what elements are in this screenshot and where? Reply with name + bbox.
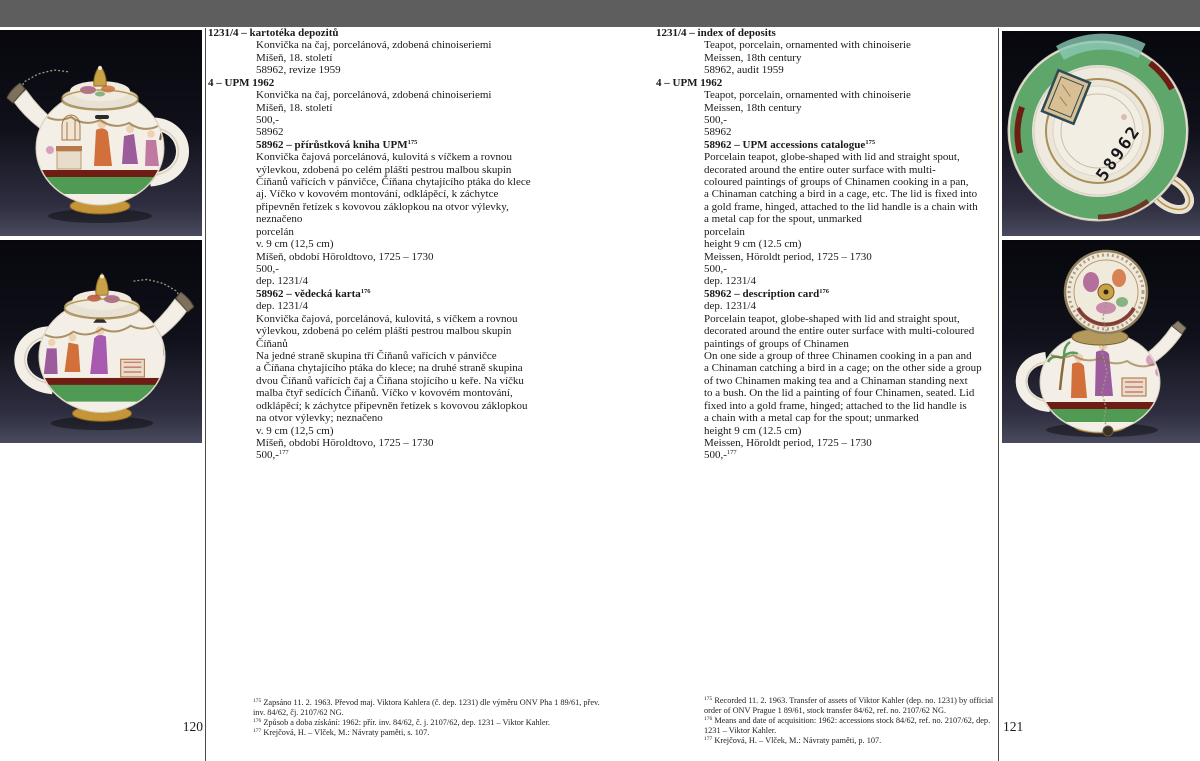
catalog-line: Konvička čajová, porcelánová, kulovitá, s víčkem a rovnou <box>256 312 518 325</box>
catalog-line: 58962 <box>256 126 284 139</box>
catalog-line: 4 – UPM 1962 <box>656 76 723 89</box>
catalog-line: výlevkou, zdobená po celém plášti pestrou malbou skupin <box>256 325 512 338</box>
base-stamp-number: 58962 <box>1092 121 1146 185</box>
page-number-left: 120 <box>182 719 203 734</box>
catalog-line: 58962 – UPM accessions catalogue$^{175}$ <box>704 138 876 151</box>
catalog-line: 58962, audit 1959 <box>704 64 784 77</box>
footnote: $^{175}$ Recorded 11. 2. 1963. Transfer of assets of Viktor Kahler (dep. no. 1231) by official order of ONV Prague 1 89/61, stock transfer 84/62, ref. no. 2107/62 NG. <box>704 696 994 715</box>
catalog-line: to a bush. On the lid a painting of four Chinamen, seated. Lid <box>704 387 975 400</box>
teapot-illustration-1 <box>0 30 202 236</box>
catalog-line: 58962 – description card$^{176}$ <box>704 287 829 300</box>
catalog-line: výlevkou, zdobená po celém plášti pestrou malbou skupin <box>256 163 512 176</box>
catalog-line: a chain with a metal cap for the spout; unmarked <box>704 412 919 425</box>
catalog-line: fixed into a gold frame, hinged; attached to the lid handle is <box>704 399 967 412</box>
catalog-line: 500,-$^{177}$ <box>256 449 289 462</box>
catalog-line: a metal cap for the spout, unmarked <box>704 213 862 226</box>
footnote: $^{177}$ Krejčová, H. – Vlček, M.: Návraty paměti, p. 107. <box>704 736 882 745</box>
catalog-line: Na jedné straně skupina tří Číňanů vařících v pánvičce <box>256 349 497 362</box>
catalog-line: porcelain <box>704 225 745 238</box>
catalog-column-czech <box>208 27 608 462</box>
catalog-line: 1231/4 – index of deposits <box>656 27 776 39</box>
catalog-line: 58962 – vědecká karta$^{176}$ <box>256 287 371 300</box>
catalog-line: dvou Číňanů vařících čaj a Číňana stojícího u keře. Na víčku <box>256 374 524 387</box>
catalog-line: 58962 – přírůstková kniha UPM$^{175}$ <box>256 138 418 151</box>
catalog-line: 1231/4 – kartotéka depozitů <box>208 27 339 39</box>
catalog-line: Číňanů vařících v pánvičce, Číňana chytajícího ptáka do klece <box>256 176 531 189</box>
catalog-line: v. 9 cm (12,5 cm) <box>256 424 334 437</box>
catalog-line: dep. 1231/4 <box>256 275 308 288</box>
catalog-line: 500,- <box>256 113 279 126</box>
catalog-line: 58962 <box>704 126 732 139</box>
catalog-line: Číňanů <box>256 337 288 350</box>
catalog-line: Konvička na čaj, porcelánová, zdobená chinoiseriemi <box>256 39 492 52</box>
catalog-line: On one side a group of three Chinamen cooking in a pan and <box>704 349 972 362</box>
open-lid-disc <box>1065 251 1147 333</box>
catalog-line: Porcelain teapot, globe-shaped with lid and straight spout, <box>704 151 960 164</box>
catalog-line: decorated around the entire outer surface with multi- <box>704 163 936 176</box>
catalog-line: height 9 cm (12.5 cm) <box>704 424 802 437</box>
teapot-photo-side-view-2 <box>0 240 202 443</box>
teapot-photo-open-lid-view <box>1002 240 1200 443</box>
footnotes-english <box>704 696 994 746</box>
catalog-line: Meissen, Höroldt period, 1725 – 1730 <box>704 436 872 449</box>
catalog-line: Míšeň, období Höroldtovo, 1725 – 1730 <box>256 250 434 263</box>
catalog-line: odklápěcí; k záchytce připevněn řetízek s kovovou záklopkou <box>256 399 528 412</box>
catalog-line: Míšeň, období Höroldtovo, 1725 – 1730 <box>256 436 434 449</box>
catalog-line: dep. 1231/4 <box>704 275 756 288</box>
teapot-base-illustration <box>1002 31 1200 236</box>
catalog-line: na otvor výlevky; neznačeno <box>256 412 383 425</box>
catalog-line: a gold frame, hinged, attached to the lid handle is a chain with <box>704 200 978 213</box>
catalog-line: dep. 1231/4 <box>256 300 308 313</box>
footnotes-czech <box>253 698 603 738</box>
catalog-line: připevněn řetízek s kovovou záklopkou na otvor výlevky, <box>256 200 509 213</box>
catalog-line: Míšeň, 18. století <box>256 51 333 64</box>
catalog-line: a Číňana chytajícího ptáka do klece; na druhé straně skupina <box>256 362 523 375</box>
catalog-line: Porcelain teapot, globe-shaped with lid and straight spout, <box>704 312 960 325</box>
page-number-right: 121 <box>1003 719 1024 734</box>
catalog-line: paintings of groups of Chinamen <box>704 337 849 350</box>
catalog-line: Teapot, porcelain, ornamented with chinoiserie <box>704 39 911 52</box>
teapot-illustration-2 <box>0 240 202 443</box>
catalog-line: 500,- <box>256 263 279 276</box>
footnote: $^{175}$ Zapsáno 11. 2. 1963. Převod maj. Viktora Kahlera (č. dep. 1231) dle výměru ONV Pha 1 89/61, přev. inv. 84/62, čj. 2107/62 NG. <box>253 698 600 717</box>
catalog-line: a Chinaman catching a bird in a cage, etc. The lid is fixed into <box>704 188 978 201</box>
catalog-line: Meissen, Höroldt period, 1725 – 1730 <box>704 250 872 263</box>
catalog-line: v. 9 cm (12,5 cm) <box>256 238 334 251</box>
catalog-line: Meissen, 18th century <box>704 101 802 114</box>
catalog-line: dep. 1231/4 <box>704 300 756 313</box>
catalog-line: 58962, revize 1959 <box>256 64 341 77</box>
catalog-line: Meissen, 18th century <box>704 51 802 64</box>
catalog-line: porcelán <box>256 225 294 238</box>
catalog-line: a Chinaman catching a bird in a cage; on the other side a group <box>704 362 982 375</box>
catalog-line: height 9 cm (12.5 cm) <box>704 238 802 251</box>
catalog-line: Teapot, porcelain, ornamented with chinoiserie <box>704 89 911 102</box>
teapot-photo-side-view-1 <box>0 30 202 236</box>
catalog-line: decorated around the entire outer surface with multi-coloured <box>704 325 975 338</box>
footnote: $^{176}$ Způsob a doba získání: 1962: přír. inv. 84/62, č. j. 2107/62, dep. 1231 – Viktor Kahler. <box>253 718 550 727</box>
footnote: $^{177}$ Krejčová, H. – Vlček, M.: Návraty paměti, s. 107. <box>253 728 430 737</box>
catalog-line: Konvička čajová porcelánová, kulovitá s víčkem a rovnou <box>256 151 512 164</box>
catalog-line: malba čtyř sedících Číňanů. Víčko v kovovém montování, <box>256 387 513 400</box>
teapot-photo-base-view <box>1002 31 1200 236</box>
catalog-line: neznačeno <box>256 213 303 226</box>
catalog-line: of two Chinamen making tea and a Chinaman standing next <box>704 374 968 387</box>
catalog-line: 4 – UPM 1962 <box>208 76 275 89</box>
catalog-line: aj. Víčko v kovovém montování, odklápěcí, k záchytce <box>256 188 499 201</box>
teapot-open-lid-illustration <box>1002 240 1200 443</box>
catalog-line: 500,- <box>704 113 727 126</box>
page-edge-rule-left <box>205 28 206 761</box>
catalog-column-english <box>656 27 1004 462</box>
catalog-line: 500,- <box>704 263 727 276</box>
top-gray-band <box>0 0 1200 27</box>
catalog-line: Míšeň, 18. století <box>256 101 333 114</box>
footnote: $^{176}$ Means and date of acquisition: 1962: accessions stock 84/62, ref. no. 2107/62, dep. 1231 – Viktor Kahler. <box>704 716 991 735</box>
catalog-line: Konvička na čaj, porcelánová, zdobená chinoiseriemi <box>256 89 492 102</box>
catalog-line: 500,-$^{177}$ <box>704 449 737 462</box>
catalog-line: coloured paintings of groups of Chinamen cooking in a pan, <box>704 176 969 189</box>
